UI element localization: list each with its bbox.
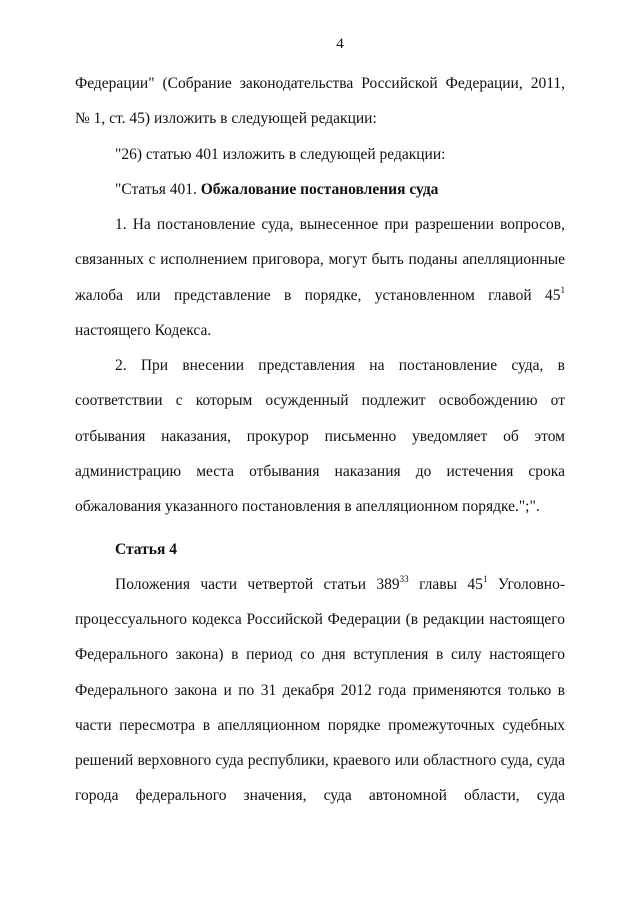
a4-line-1-c: Уголовно- [487, 576, 565, 593]
p1-line-2: связанных с исполнением приговора, могут быть поданы апелляционные [75, 251, 565, 268]
p2-line-2: соответствии с которым осужденный подлежит освобождению от [75, 392, 565, 409]
article-401-prefix: "Статья 401. [115, 181, 201, 198]
p1-line-3 [75, 286, 565, 306]
p2-line-5: обжалования указанного постановления в апелляционном порядке.";". [75, 498, 540, 515]
p1-line-3-text: жалоба или представление в порядке, установленном главой 45 [75, 287, 561, 304]
p2-line-4: администрацию места отбывания наказания до истечения срока [75, 463, 565, 480]
a4-line-1-b: главы 45 [408, 576, 483, 593]
item-26: "26) статью 401 изложить в следующей редакции: [115, 146, 446, 163]
p2-line-3: отбывания наказания, прокурор письменно уведомляет об этом [75, 428, 565, 445]
p1-line-3-sup: 1 [560, 285, 565, 295]
p2-line-1: 2. При внесении представления на постановление суда, в [115, 357, 565, 374]
intro-line-2: № 1, ст. 45) изложить в следующей редакции: [75, 110, 377, 127]
a4-line-5: части пересмотра в апелляционном порядке промежуточных судебных [75, 717, 565, 734]
page-number: 4 [336, 36, 344, 52]
article-401-heading [115, 180, 565, 200]
intro-line-1: Федерации" (Собрание законодательства Российской Федерации, 2011, [75, 75, 565, 92]
a4-line-7: города федерального значения, суда автономной области, суда [75, 787, 565, 804]
a4-line-2: процессуального кодекса Российской Федерации (в редакции настоящего [75, 611, 565, 628]
article-4-heading [115, 540, 565, 560]
a4-line-1-sup1: 33 [399, 574, 409, 584]
a4-line-1-sup2: 1 [482, 574, 488, 584]
a4-line-3: Федерального закона) в период со дня вступления в силу настоящего [75, 646, 565, 663]
a4-line-6: решений верховного суда республики, краевого или областного суда, суда [75, 752, 565, 769]
article-4-heading-text: Статья 4 [115, 541, 177, 558]
a4-line-4: Федерального закона и по 31 декабря 2012 года применяются только в [75, 682, 565, 699]
article-401-title: Обжалование постановления суда [200, 181, 439, 198]
p1-line-1: 1. На постановление суда, вынесенное при разрешении вопросов, [115, 216, 565, 233]
a4-line-1 [115, 575, 565, 595]
p1-line-4: настоящего Кодекса. [75, 322, 212, 339]
a4-line-1-a: Положения части четвертой статьи 389 [115, 576, 400, 593]
